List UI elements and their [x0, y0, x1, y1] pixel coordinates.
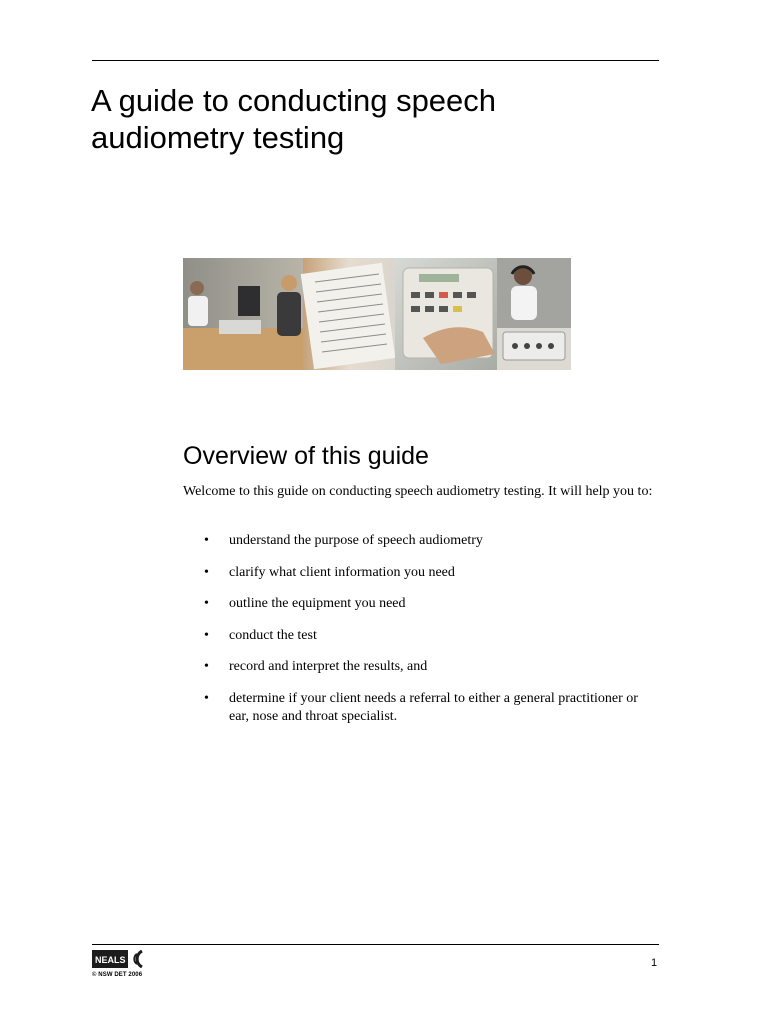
bullet-icon: •: [204, 564, 209, 580]
list-item: [183, 627, 653, 645]
list-item: [183, 658, 653, 676]
footer-rule: [92, 944, 659, 945]
header-rule: [92, 60, 659, 61]
neals-logo: [92, 950, 144, 968]
list-item-text: outline the equipment you need: [229, 596, 406, 611]
list-item: [183, 595, 653, 613]
bullet-icon: •: [204, 690, 209, 706]
list-item-text: clarify what client information you need: [229, 564, 455, 580]
logo-text: NEALS: [95, 955, 126, 965]
list-item: [183, 532, 653, 550]
bullet-icon: •: [204, 533, 209, 548]
banner-photo-collage: [183, 258, 571, 370]
list-item-text: conduct the test: [229, 627, 317, 643]
page-number: 1: [651, 957, 658, 969]
bullet-icon: •: [204, 659, 209, 674]
list-item: [183, 564, 653, 582]
list-item-text: record and interpret the results, and: [229, 659, 428, 674]
overview-intro: Welcome to this guide on conducting speech audiometry testing. It will help you to:: [183, 484, 653, 499]
copyright-notice: © NSW DET 2006: [92, 972, 143, 978]
bullet-icon: •: [204, 596, 209, 611]
document-title: A guide to conducting speech audiometry testing: [91, 83, 497, 155]
list-item-text: determine if your client needs a referral to either a general practitioner or ear, nose and throat specialist.: [229, 690, 638, 724]
bullet-icon: •: [204, 627, 209, 643]
list-item: [183, 690, 653, 726]
objectives-list: [183, 532, 653, 739]
overview-heading: Overview of this guide: [183, 442, 429, 470]
list-item-text: understand the purpose of speech audiometry: [229, 533, 483, 548]
